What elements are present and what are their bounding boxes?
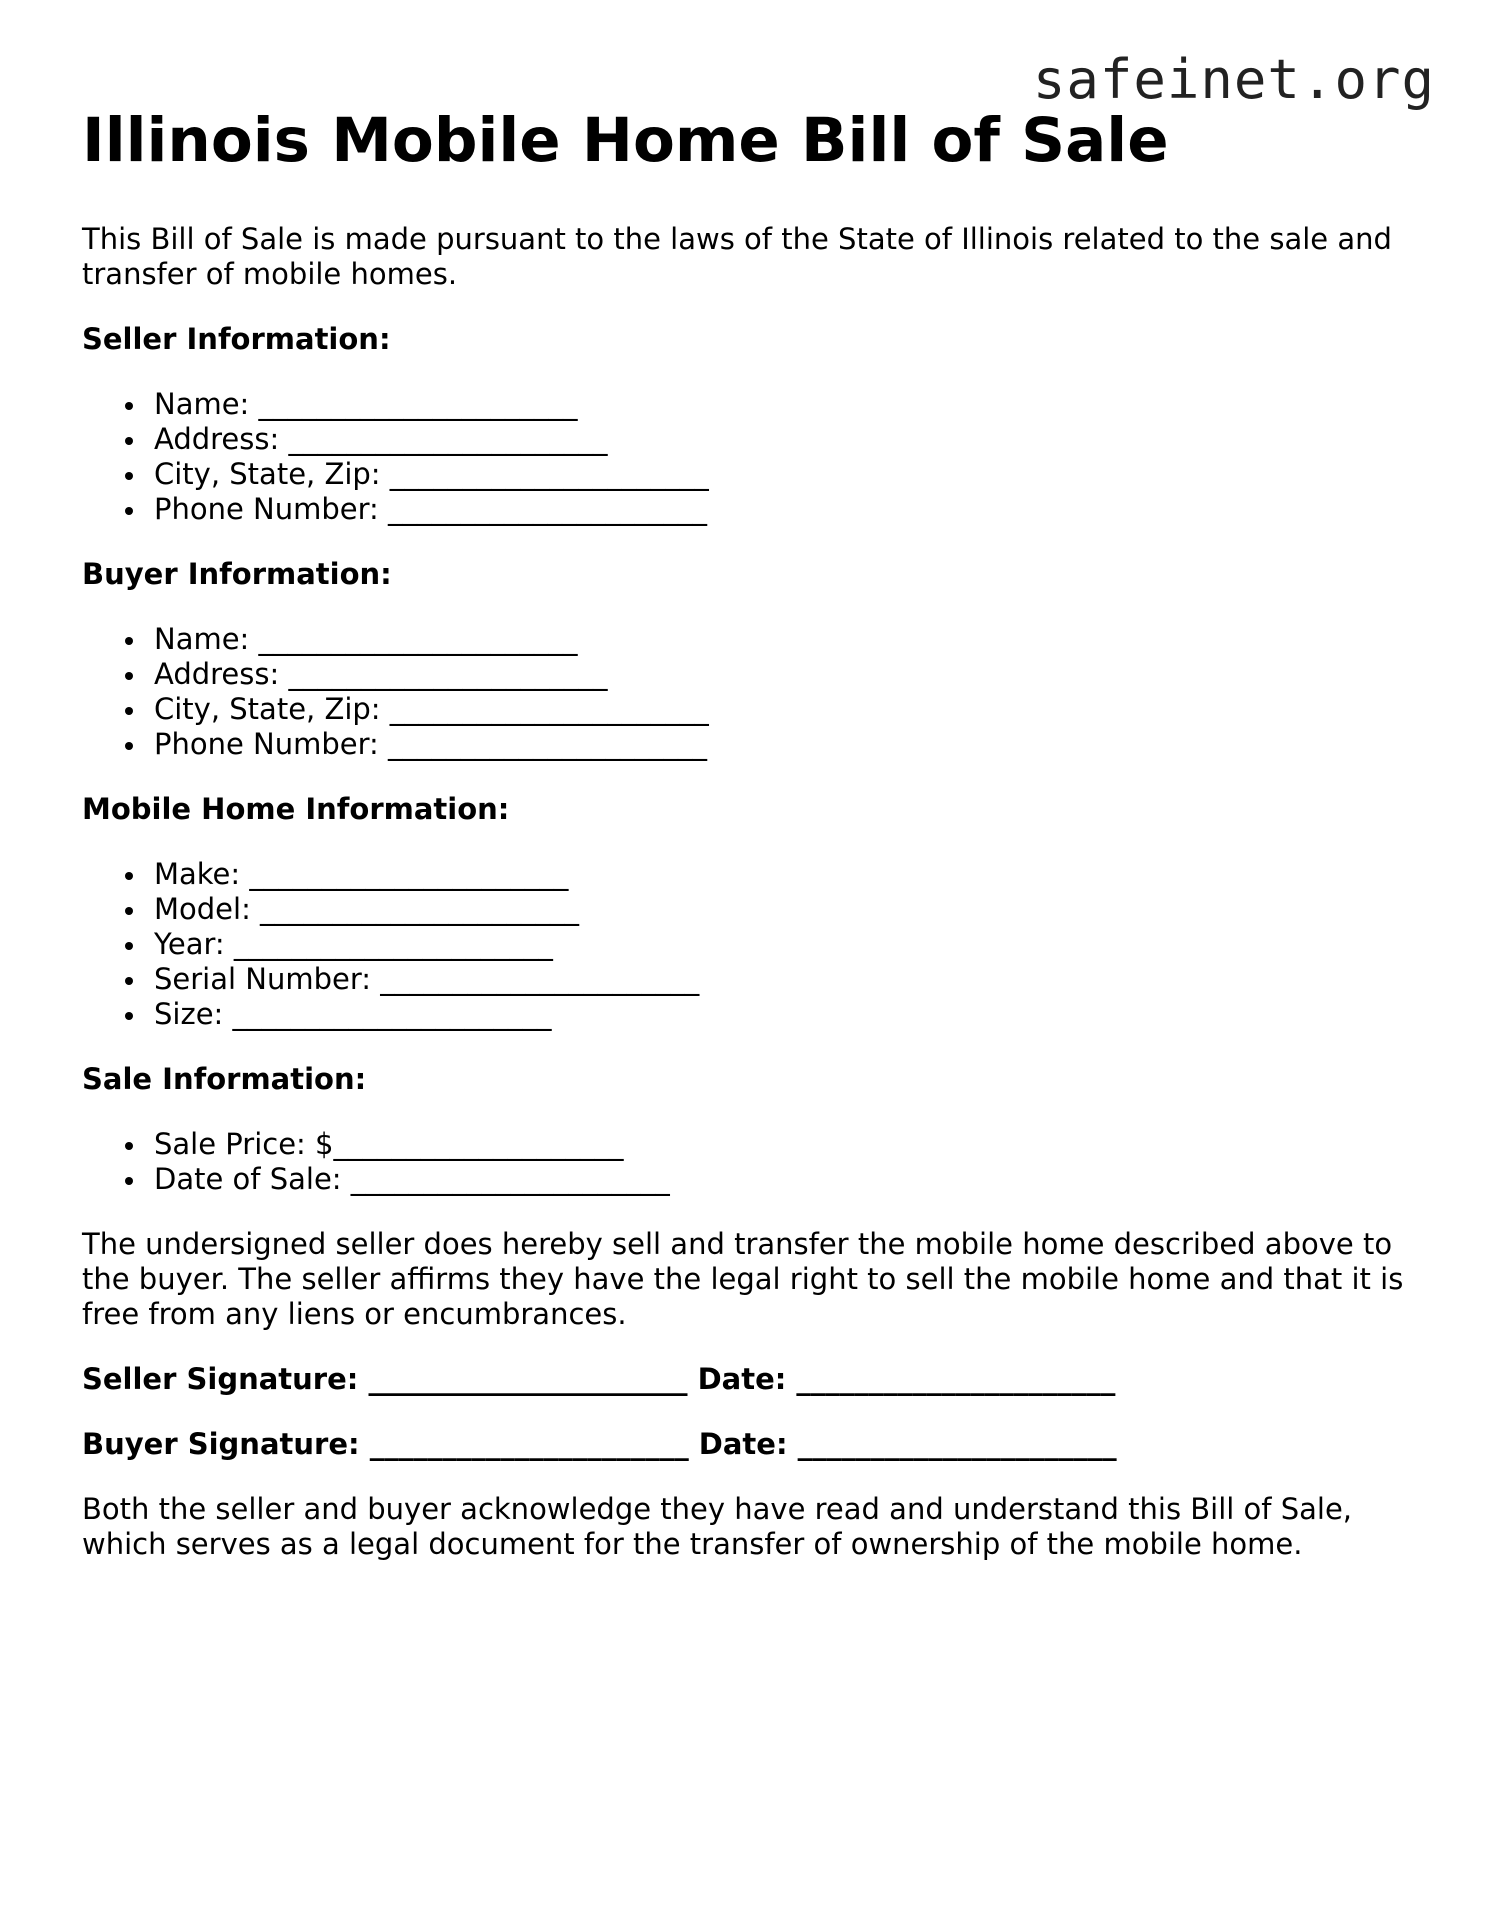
mobile-home-info-heading: Mobile Home Information:	[82, 792, 510, 826]
buyer-address-field: Address: ______________________	[154, 657, 1422, 692]
year-field: Year: ______________________	[154, 927, 1422, 962]
buyer-signature-line: Buyer Signature: ______________________ Date: ______________________	[82, 1427, 1117, 1461]
page-title: Illinois Mobile Home Bill of Sale	[82, 105, 1169, 176]
model-field: Model: ______________________	[154, 892, 1422, 927]
sale-info-list	[82, 1127, 1422, 1197]
seller-address-field: Address: ______________________	[154, 422, 1422, 457]
sale-info-heading: Sale Information:	[82, 1062, 367, 1096]
date-of-sale-field: Date of Sale: ______________________	[154, 1162, 1422, 1197]
seller-signature-line: Seller Signature: ______________________ Date: ______________________	[82, 1362, 1116, 1396]
buyer-name-field: Name: ______________________	[154, 622, 1422, 657]
seller-city-state-zip-field: City, State, Zip: ______________________	[154, 457, 1422, 492]
seller-phone-field: Phone Number: ______________________	[154, 492, 1422, 527]
buyer-city-state-zip-field: City, State, Zip: ______________________	[154, 692, 1422, 727]
transfer-statement: The undersigned seller does hereby sell and transfer the mobile home described above to the buyer. The seller affirms they have the legal right to sell the mobile home and that it is free from any liens or encumbrances.	[82, 1227, 1404, 1331]
sale-price-field: Sale Price: $____________________	[154, 1127, 1422, 1162]
acknowledgement-paragraph: Both the seller and buyer acknowledge they have read and understand this Bill of Sale, which serves as a legal document for the transfer of ownership of the mobile home.	[82, 1492, 1353, 1561]
document-page	[82, 100, 1422, 1562]
size-field: Size: ______________________	[154, 997, 1422, 1032]
seller-info-list	[82, 387, 1422, 527]
buyer-info-heading: Buyer Information:	[82, 557, 392, 591]
make-field: Make: ______________________	[154, 857, 1422, 892]
serial-number-field: Serial Number: ______________________	[154, 962, 1422, 997]
seller-name-field: Name: ______________________	[154, 387, 1422, 422]
watermark: safeinet.org	[1032, 48, 1435, 111]
mobile-home-info-list	[82, 857, 1422, 1032]
seller-info-heading: Seller Information:	[82, 322, 391, 356]
intro-paragraph: This Bill of Sale is made pursuant to the laws of the State of Illinois related to the sale and transfer of mobile homes.	[82, 222, 1392, 291]
buyer-info-list	[82, 622, 1422, 762]
buyer-phone-field: Phone Number: ______________________	[154, 727, 1422, 762]
